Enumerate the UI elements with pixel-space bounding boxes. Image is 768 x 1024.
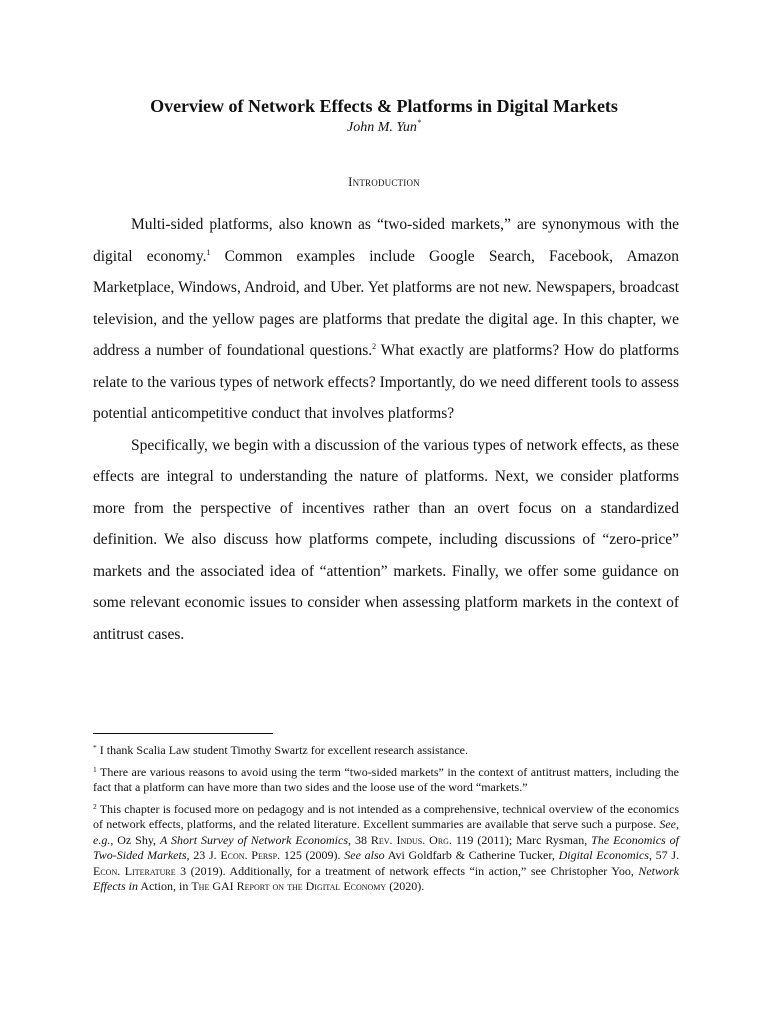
footnote-ref-2: 2 bbox=[372, 342, 377, 351]
footnote-2-text-3: , 38 bbox=[348, 832, 371, 847]
footnote-2-text-9: 3 (2019). Additionally, for a treatment of network effects “in action,” see Christopher Yoo, bbox=[175, 863, 639, 878]
paragraph-1-text-c: What exactly are platforms? How do platforms relate to the various types of network effects? Importantly, do we need different tools to assess potential anticompetitive conduct that involves platforms? bbox=[93, 342, 679, 422]
footnote-2-text-6: 125 (2009). bbox=[280, 848, 345, 862]
footnotes bbox=[93, 743, 679, 901]
footnote-2-text-8: , 57 J. bbox=[648, 848, 680, 862]
paragraph-1-text-b: Common examples include Google Search, Facebook, Amazon Marketplace, Windows, Android, and Uber. Yet platforms are not new. Newspapers, broadcast television, and the yellow pages are platforms that predate the digital age. In this chapter, we address a number of foundational questions. bbox=[93, 247, 679, 359]
footnote-1-mark: 1 bbox=[93, 764, 97, 774]
citation-title-yoo: Network Effects in bbox=[93, 863, 679, 893]
journal-econ-literature: Econ. Literature bbox=[93, 863, 176, 878]
author-line bbox=[0, 119, 768, 137]
footnote-1 bbox=[93, 765, 679, 796]
footnote-star-text: I thank Scalia Law student Timothy Swartz for excellent research assistance. bbox=[96, 743, 468, 757]
citation-title-goldfarb: Digital Economics bbox=[558, 848, 649, 862]
journal-econ-persp: Econ. Persp. bbox=[220, 848, 281, 862]
paper-title: Overview of Network Effects & Platforms in Digital Markets bbox=[150, 96, 618, 116]
citation-title-rysman: The Economics of Two-Sided Markets bbox=[93, 832, 679, 862]
footnote-star-mark: * bbox=[93, 743, 97, 752]
citation-title-shy: A Short Survey of Network Economics bbox=[159, 832, 349, 847]
body-text bbox=[93, 209, 679, 650]
report-title-gai: The GAI Report on the Digital Economy bbox=[191, 879, 387, 893]
journal-rev-indus-org: Rev. Indus. Org. bbox=[370, 832, 452, 847]
footnote-2-text-4: 119 (2011); Marc Rysman, bbox=[451, 832, 592, 847]
section-heading: Introduction bbox=[348, 174, 420, 189]
footnote-2-text-10: Action, in bbox=[138, 879, 192, 893]
footnote-2-text-5: , 23 J. bbox=[186, 848, 221, 862]
footnote-separator bbox=[93, 733, 273, 734]
citation-signal-see-eg: See, e.g. bbox=[93, 817, 679, 847]
footnote-2 bbox=[93, 802, 679, 895]
paragraph-1 bbox=[93, 209, 679, 430]
paragraph-2: Specifically, we begin with a discussion of the various types of network effects, as these effects are integral to understanding the nature of platforms. Next, we consider platforms more from the perspective of incentives rather than an overt focus on a standardized definition. We also discuss how platforms compete, including discussions of “zero-price” markets and the associated idea of “attention” markets. Finally, we offer some guidance on some relevant economic issues to consider when assessing platform markets in the context of antitrust cases. bbox=[93, 436, 679, 643]
footnote-star bbox=[93, 743, 679, 759]
footnote-2-text-2: , Oz Shy, bbox=[110, 832, 160, 847]
footnote-1-text: There are various reasons to avoid using the term “two-sided markets” in the context of antitrust matters, including the fact that a platform can have more than two sides and the loose use of the word “markets.” bbox=[93, 764, 679, 794]
footnote-2-mark: 2 bbox=[93, 801, 97, 811]
author-name: John M. Yun bbox=[347, 120, 417, 135]
footnote-2-text-7: Avi Goldfarb & Catherine Tucker, bbox=[384, 848, 559, 862]
citation-signal-see-also: See also bbox=[344, 848, 385, 862]
author-footnote-mark: * bbox=[416, 118, 421, 127]
footnote-2-text-1: This chapter is focused more on pedagogy and is not intended as a comprehensive, technical overview of the economics of network effects, platforms, and the related literature. Excellent summaries are available that serve such a purpose. bbox=[93, 801, 679, 831]
footnote-ref-1: 1 bbox=[206, 247, 211, 257]
paragraph-1-text-a: Multi-sided platforms, also known as “two-sided markets,” are synonymous with the digital economy. bbox=[93, 216, 679, 265]
footnote-2-text-11: (2020). bbox=[386, 879, 425, 893]
